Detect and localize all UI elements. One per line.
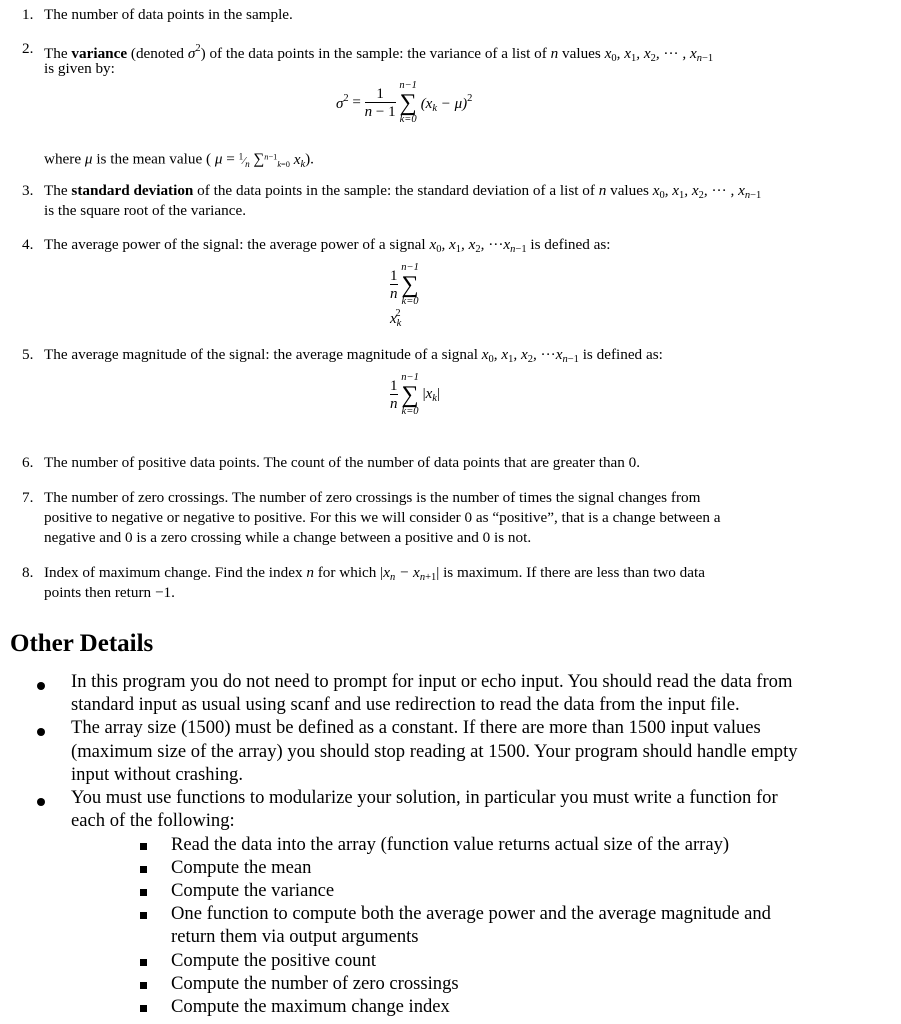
bullet-dot: [37, 798, 45, 806]
x-sequence: $x_0$, $x_1$, $x_2$, ··· , $x_{n-1}$: [604, 45, 714, 64]
item-text: is the square root of the variance.: [44, 202, 246, 219]
bullet-text: input without crashing.: [71, 764, 243, 785]
item-line: where μ is the mean value ( $\mu = ^1⁄_n$ ∑$^{n-1}_{k=0}$ $x_k$).: [44, 150, 314, 170]
bullet-text: (maximum size of the array) you should stop reading at 1500. Your program should handle empty: [71, 741, 798, 762]
item-text: values: [610, 182, 649, 199]
item-text: of the data points in the sample: the variance of a list of: [209, 45, 547, 62]
item-bold-term: variance: [71, 45, 128, 62]
item-line: The average magnitude of the signal: the average magnitude of a signal $x_0$, $x_1$, $x_2$, $\cdot\cdot\cdot x_{n-1}$ is defined as:: [44, 346, 663, 365]
square-bullet: [140, 866, 147, 873]
item-text: (denoted: [130, 45, 185, 62]
item-number: 4.: [22, 236, 34, 253]
item-text: of the data points in the sample: the standard deviation of a list of: [197, 182, 595, 199]
item-text: is given by:: [44, 60, 115, 77]
item-number: 2.: [22, 40, 34, 57]
item-text: values: [562, 45, 601, 62]
item-text: The average magnitude of the signal: the average magnitude of a signal: [44, 346, 478, 363]
subbullet-text: Compute the variance: [171, 880, 335, 901]
item-line: The average power of the signal: the average power of a signal $x_0$, $x_1$, $x_2$, $\cdot\cdot\cdot x_{n-1}$ is defined as:: [44, 236, 611, 255]
subbullet-text: Read the data into the array (function value returns actual size of the array): [171, 834, 730, 855]
item-text: ).: [305, 150, 314, 168]
item-line: Index of maximum change. Find the index n for which $|x_n - x_{n+1}|$ is maximum. If there are less than two data: [44, 564, 705, 583]
subbullet-text: Compute the number of zero crossings: [171, 973, 459, 994]
square-bullet: [140, 889, 147, 896]
item-text: The: [44, 182, 68, 199]
item-line: points then return −1.: [44, 584, 175, 601]
item-number: 3.: [22, 182, 34, 199]
n-symbol: n: [550, 45, 559, 62]
bullet-text: standard input as usual using scanf and use redirection to read the data from the input file.: [71, 694, 740, 715]
item-number: 8.: [22, 564, 34, 581]
square-bullet: [140, 843, 147, 850]
subbullet-text: Compute the maximum change index: [171, 996, 450, 1017]
item-line: The variance (denoted $\sigma^2$) of the data points in the sample: the variance of a list of n values $x_0$, $x_1$, $x_2$, ··· , $x_{n-1}$: [44, 43, 714, 64]
square-bullet: [140, 982, 147, 989]
average-magnitude-formula: $\frac{1}{n}$ n−1 ∑ k=0 $|x_k|$: [390, 372, 440, 417]
average-power-formula: $\frac{1}{n}$ n−1 ∑ k=0 $x_k^2$: [390, 262, 419, 329]
item-number: 7.: [22, 489, 34, 506]
item-text: is defined as:: [530, 236, 611, 253]
item-text: Index of maximum change. Find the index: [44, 564, 303, 581]
bullet-dot: [37, 682, 45, 690]
bullet-text: You must use functions to modularize your solution, in particular you must write a function for: [71, 787, 778, 808]
sigma-squared: $\sigma^2$: [187, 43, 201, 62]
bullet-text: In this program you do not need to prompt for input or echo input. You should read the data from: [71, 671, 793, 692]
square-bullet: [140, 1005, 147, 1012]
subbullet-text: return them via output arguments: [171, 926, 419, 947]
item-line: The standard deviation of the data points in the sample: the standard deviation of a list of n values $x_0$, $x_1$, $x_2$, ··· , $x_{n-1}$: [44, 182, 762, 201]
subbullet-text: Compute the positive count: [171, 950, 377, 971]
item-text: negative and 0 is a zero crossing while a change between a positive and 0 is not.: [44, 529, 532, 546]
item-number: 5.: [22, 346, 34, 363]
section-heading: Other Details: [10, 630, 154, 657]
item-text: The: [44, 45, 68, 62]
item-text: is the mean value (: [96, 150, 212, 168]
item-text: The number of positive data points. The count of the number of data points that are greater than 0.: [44, 454, 641, 471]
item-text: positive to negative or negative to positive. For this we will consider 0 as “positive”, that is a change between a: [44, 509, 721, 526]
bullet-dot: [37, 728, 45, 736]
item-text: The number of data points in the sample.: [44, 6, 293, 23]
bullet-text: The array size (1500) must be defined as a constant. If there are more than 1500 input values: [71, 717, 761, 738]
variance-formula: $\sigma^2$ = $\frac{1}{n - 1}$ n−1 ∑ k=0 $(x_k - \mu)^2$: [336, 80, 473, 125]
subbullet-text: Compute the mean: [171, 857, 312, 878]
item-number: 6.: [22, 454, 34, 471]
square-bullet: [140, 959, 147, 966]
item-bold-term: standard deviation: [71, 182, 194, 199]
item-text: for which: [317, 564, 377, 581]
item-text: is maximum. If there are less than two data: [443, 564, 705, 581]
subbullet-text: One function to compute both the average power and the average magnitude and: [171, 903, 771, 924]
item-number: 1.: [22, 6, 34, 23]
item-text: is defined as:: [582, 346, 663, 363]
item-text: where: [44, 150, 82, 168]
bullet-text: each of the following:: [71, 810, 235, 831]
square-bullet: [140, 912, 147, 919]
item-text: The number of zero crossings. The number of zero crossings is the number of times the signal changes from: [44, 489, 701, 506]
item-text: The average power of the signal: the average power of a signal: [44, 236, 426, 253]
item-text: points then return: [44, 584, 152, 601]
